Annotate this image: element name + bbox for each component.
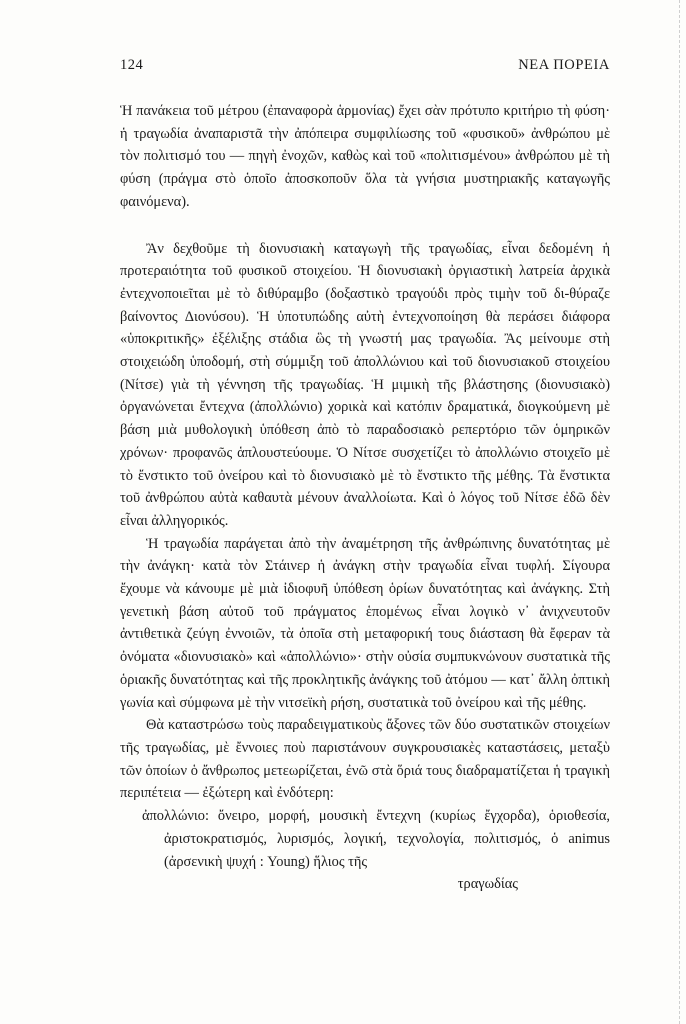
- page-number: 124: [120, 57, 144, 73]
- paragraph-gap: [120, 214, 610, 238]
- paragraph-2: Ἂν δεχθοῦμε τὴ διονυσιακὴ καταγωγὴ τῆς τραγωδίας, εἶναι δεδομένη ἡ προτεραιότητα τοῦ φυσικοῦ στοιχείου. Ἡ διονυσιακὴ ὀργιαστικὴ λατρεία ἀρχικὰ ἐντεχνοποιεῖται μὲ τὸ διθύραμβο (δοξαστικὸ τραγούδι πρὸς τιμὴν τοῦ δι-θύραζε βαίνοντος Διονύσου). Ἡ ὑποτυπώδης αὐτὴ ἐντεχνοποίηση θὰ περάσει διάφορα «ὑποκριτικῆς» ἐξέλιξης στάδια ὣς τὴ γνωστή μας τραγωδία. Ἂς μείνουμε στὴ στοιχειώδη ὑποδομή, στὴ σύμμιξη τοῦ ἀπολλώνιου καὶ τοῦ διονυσιακοῦ στοιχείου (Νίτσε) γιὰ τὴ γέννηση τῆς τραγωδίας. Ἡ μιμικὴ τῆς βλάστησης (διονυσιακὸ) ὀργανώνεται ἔντεχνα (ἀπολλώνιο) χορικὰ καὶ κατόπιν δραματικά, διογκούμενη μὲ βάση μιὰ μυθολογικὴ ὑπόθεση ἀπὸ τὸ παραδοσιακὸ ρεπερτόριο τῶν ὁμηρικῶν χρόνων· προφανῶς ἁπλουστεύουμε. Ὁ Νίτσε συσχετίζει τὸ ἀπολλώνιο στοιχεῖο μὲ τὸ ἔνστικτο τοῦ ὀνείρου καὶ τὸ διονυσιακὸ μὲ τὸ ἔνστικτο τῆς μέθης. Τὰ ἔνστικτα τοῦ ἀνθρώπου αὐτὰ καθαυτὰ μένουν ἀναλλοίωτα. Καὶ ὁ λόγος τοῦ Νίτσε ἐδῶ δὲν εἶναι ἀλληγορικός.: [120, 240, 610, 529]
- paragraph-1: Ἡ πανάκεια τοῦ μέτρου (ἐπαναφορὰ ἁρμονίας) ἔχει σὰν πρότυπο κριτήριο τὴ φύση· ἡ τραγωδία ἀναπαριστᾶ τὴν ἀπόπειρα συμφιλίωσης τοῦ «φυσικοῦ» ἀνθρώπου μὲ τὸν πολιτισμό του — πηγὴ ἐνοχῶν, καθὼς καὶ τοῦ «πολιτισμένου» ἀνθρώπου μὲ τὴ φύση (πράγμα στὸ ὁποῖο ἀποσκοποῦν ὅλα τὰ γνήσια μυστηριακῆς καταγωγῆς φαινόμενα).: [120, 103, 610, 210]
- page-header: [120, 57, 610, 77]
- scan-edge: [678, 0, 680, 1024]
- paragraph-4: Θὰ καταστρώσω τοὺς παραδειγματικοὺς ἄξονες τῶν δύο συστατικῶν στοιχείων τῆς τραγωδίας, μὲ ἔννοιες ποὺ παριστάνουν συγκρουσιακὲς καταστάσεις, μεταξὺ τῶν ὁποίων ὁ ἄνθρωπος μετεωρίζεται, ἐνῶ στὰ ὅριά τους διαδραματίζεται ἡ τραγικὴ περιπέτεια — ἐξώτερη καὶ ἐνδότερη:: [120, 717, 610, 802]
- body-text: [120, 100, 610, 896]
- term-list-tail: τραγωδίας: [457, 876, 518, 893]
- term-list-apollonian: ἀπολλώνιο: ὄνειρο, μορφή, μουσικὴ ἔντεχνη (κυρίως ἔγχορδα), ὁριοθεσία, ἀριστοκρατισμός, λυρισμός, λογική, τεχνολογία, πολιτισμός, ὁ animus (ἀρσενικὴ ψυχή : Young) ἥλιος τῆς: [142, 808, 610, 870]
- paragraph-3: Ἡ τραγωδία παράγεται ἀπὸ τὴν ἀναμέτρηση τῆς ἀνθρώπινης δυνατότητας μὲ τὴν ἀνάγκη· κατὰ τὸν Στάινερ ἡ ἀνάγκη στὴν τραγωδία εἶναι τυφλή. Σίγουρα ἔχουμε νὰ κάνουμε μὲ μιὰ ἰδιοφυῆ ὑπόθεση ὁρίων δυνατότητας καὶ ἀνάγκης. Στὴ γενετικὴ βάση αὐτοῦ τοῦ πράγματος ἑπομένως εἶναι λογικὸ ν᾽ ἀνιχνευτοῦν ἀντιθετικὰ ζεύγη ἐννοιῶν, τὰ ὁποῖα στὴ μεταφορική τους διάσταση θὰ ἔφεραν τὰ ὀνόματα «διονυσιακὸ» καὶ «ἀπολλώνιο»· στὴν οὐσία συμπυκνώνουν συστατικὰ τῆς ὁριακῆς δυνατότητας καὶ τῆς προκλητικῆς ἀνάγκης τοῦ ἀτόμου — κατ᾽ ἄλλη ὀπτικὴ γωνία καὶ σύμφωνα μὲ τὴν νιτσεϊκὴ ρήση, συστατικὰ τοῦ ὀνείρου καὶ τῆς μέθης.: [120, 535, 610, 711]
- running-title: ΝΕΑ ΠΟΡΕΙΑ: [518, 57, 610, 73]
